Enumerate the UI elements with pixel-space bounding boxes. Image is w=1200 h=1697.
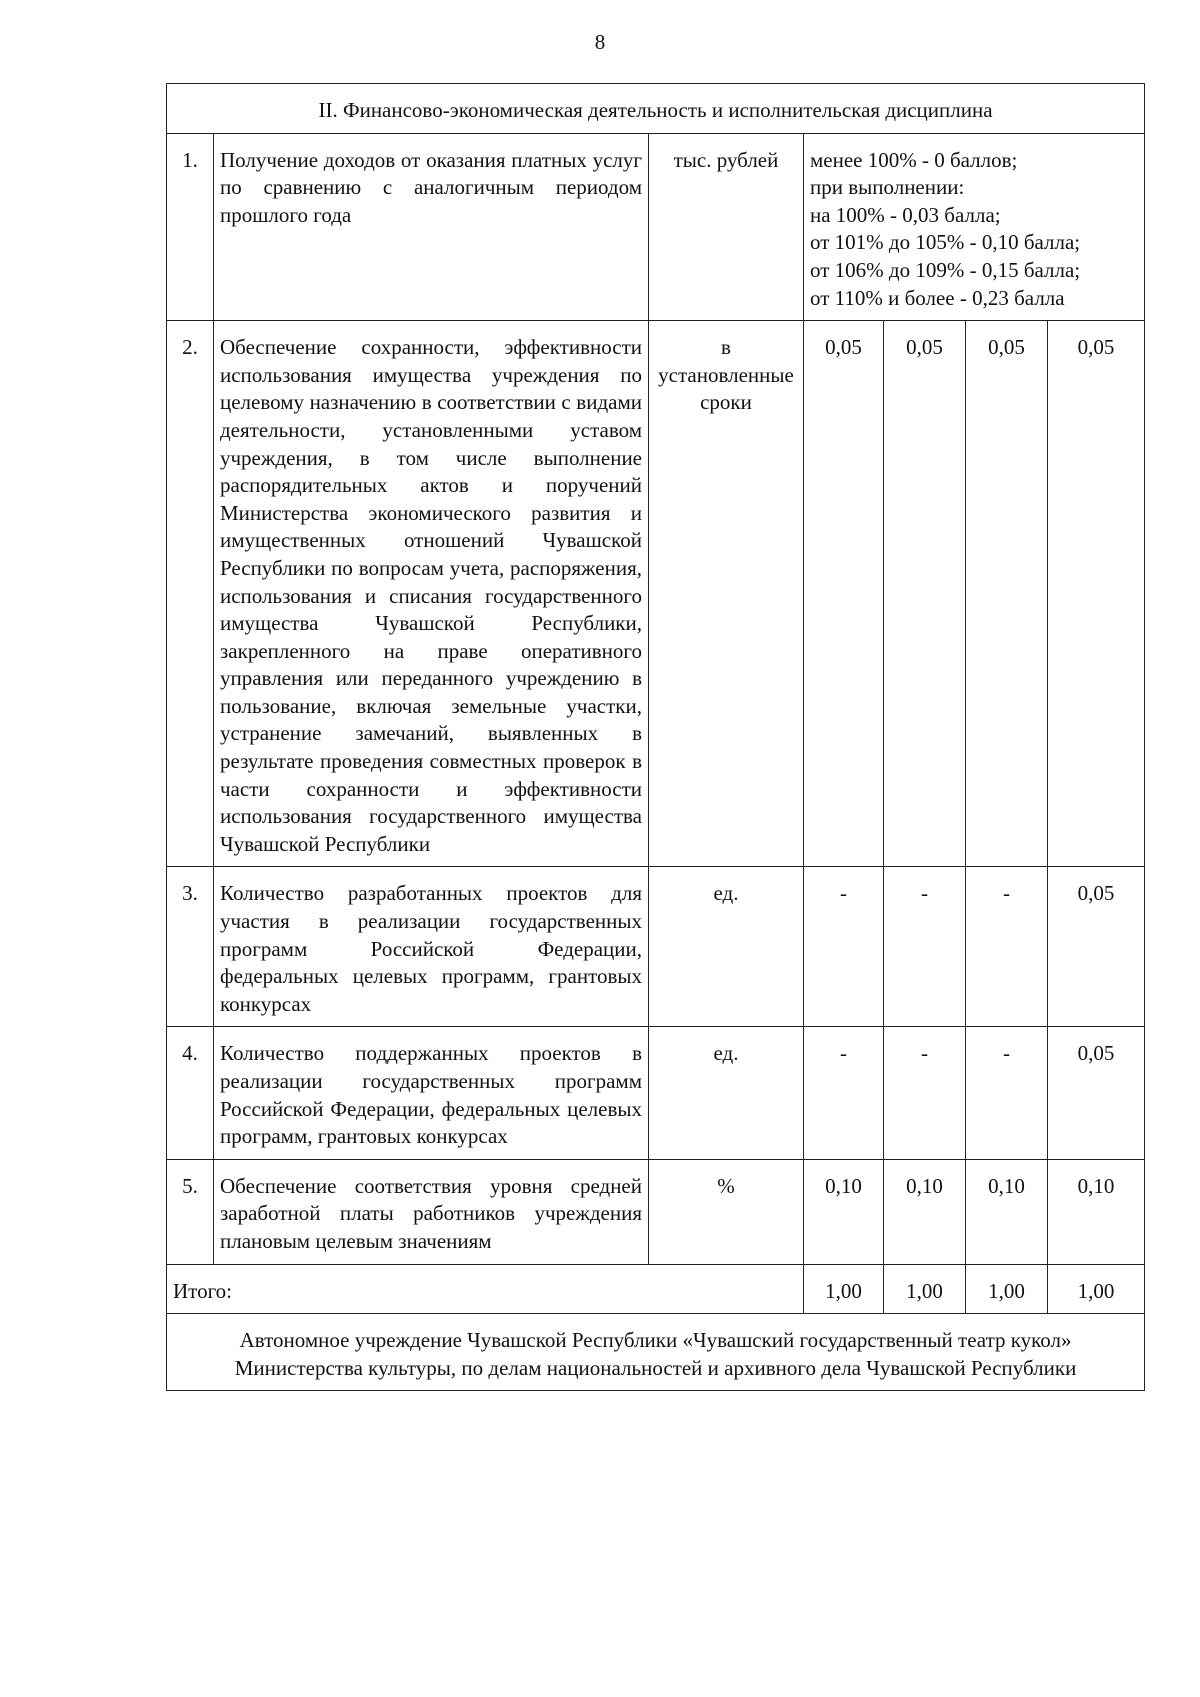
row-description: Количество разработанных проектов для участия в реализации государственных программ Российской Федерации, федеральных целевых программ, грантовых конкурсах	[214, 867, 649, 1027]
page-number: 8	[594, 30, 606, 54]
total-label: Итого:	[167, 1264, 804, 1314]
row-value: 0,05	[884, 321, 966, 867]
criteria-line: на 100% - 0,03 балла;	[810, 202, 1001, 227]
row-value: 0,05	[1048, 1027, 1145, 1159]
institution-row	[167, 1314, 1145, 1391]
row-number: 3.	[167, 867, 214, 1027]
table-row	[167, 133, 1145, 321]
row-number: 1.	[167, 133, 214, 321]
criteria-line: менее 100% - 0 баллов;	[810, 147, 1018, 172]
row-value: 0,10	[966, 1159, 1048, 1264]
criteria-table	[166, 83, 1145, 1391]
table-row	[167, 867, 1145, 1027]
table-row	[167, 1159, 1145, 1264]
row-value: 0,10	[884, 1159, 966, 1264]
row-value: 0,05	[1048, 867, 1145, 1027]
row-value: 0,05	[1048, 321, 1145, 867]
total-value: 1,00	[884, 1264, 966, 1314]
section-header-row	[167, 84, 1145, 134]
row-value: 0,10	[1048, 1159, 1145, 1264]
row-unit: ед.	[649, 1027, 804, 1159]
row-unit: в установленные сроки	[649, 321, 804, 867]
row-value: 0,10	[804, 1159, 884, 1264]
row-value: -	[884, 867, 966, 1027]
institution-name: Автономное учреждение Чувашской Республики «Чувашский государственный театр кукол» Министерства культуры, по делам национальностей и архивного дела Чувашской Республики	[167, 1314, 1145, 1391]
criteria-line: от 106% до 109% - 0,15 балла;	[810, 257, 1081, 282]
row-description: Получение доходов от оказания платных услуг по сравнению с аналогичным периодом прошлого года	[214, 133, 649, 321]
row-unit: %	[649, 1159, 804, 1264]
row-value: -	[966, 1027, 1048, 1159]
criteria-line: при выполнении:	[810, 175, 965, 200]
row-description: Количество поддержанных проектов в реализации государственных программ Российской Федерации, федеральных целевых программ, грантовых конкурсах	[214, 1027, 649, 1159]
total-value: 1,00	[804, 1264, 884, 1314]
total-value: 1,00	[966, 1264, 1048, 1314]
total-value: 1,00	[1048, 1264, 1145, 1314]
row-number: 4.	[167, 1027, 214, 1159]
row-value: 0,05	[966, 321, 1048, 867]
row-unit: тыс. рублей	[649, 133, 804, 321]
row-value: 0,05	[804, 321, 884, 867]
row-unit: ед.	[649, 867, 804, 1027]
row-value: -	[966, 867, 1048, 1027]
total-row	[167, 1264, 1145, 1314]
row-criteria	[804, 133, 1145, 321]
criteria-line: от 110% и более - 0,23 балла	[810, 285, 1065, 310]
row-description: Обеспечение соответствия уровня средней заработной платы работников учреждения плановым целевым значениям	[214, 1159, 649, 1264]
criteria-line: от 101% до 105% - 0,10 балла;	[810, 230, 1081, 255]
row-value: -	[884, 1027, 966, 1159]
row-value: -	[804, 1027, 884, 1159]
row-value: -	[804, 867, 884, 1027]
section-title: II. Финансово-экономическая деятельность и исполнительская дисциплина	[167, 84, 1145, 134]
row-description: Обеспечение сохранности, эффективности использования имущества учреждения по целевому назначению в соответствии с видами деятельности, установленными уставом учреждения, в том числе выполнение распорядительных актов и поручений Министерства экономического развития и имущественных отношений Чувашской Республики по вопросам учета, распоряжения, использования и списания государственного имущества Чувашской Республики, закрепленного на праве оперативного управления или переданного учреждению в пользование, включая земельные участки, устранение замечаний, выявленных в результате проведения совместных проверок в части сохранности и эффективности использования государственного имущества Чувашской Республики	[214, 321, 649, 867]
table-row	[167, 321, 1145, 867]
table-row	[167, 1027, 1145, 1159]
row-number: 2.	[167, 321, 214, 867]
row-number: 5.	[167, 1159, 214, 1264]
